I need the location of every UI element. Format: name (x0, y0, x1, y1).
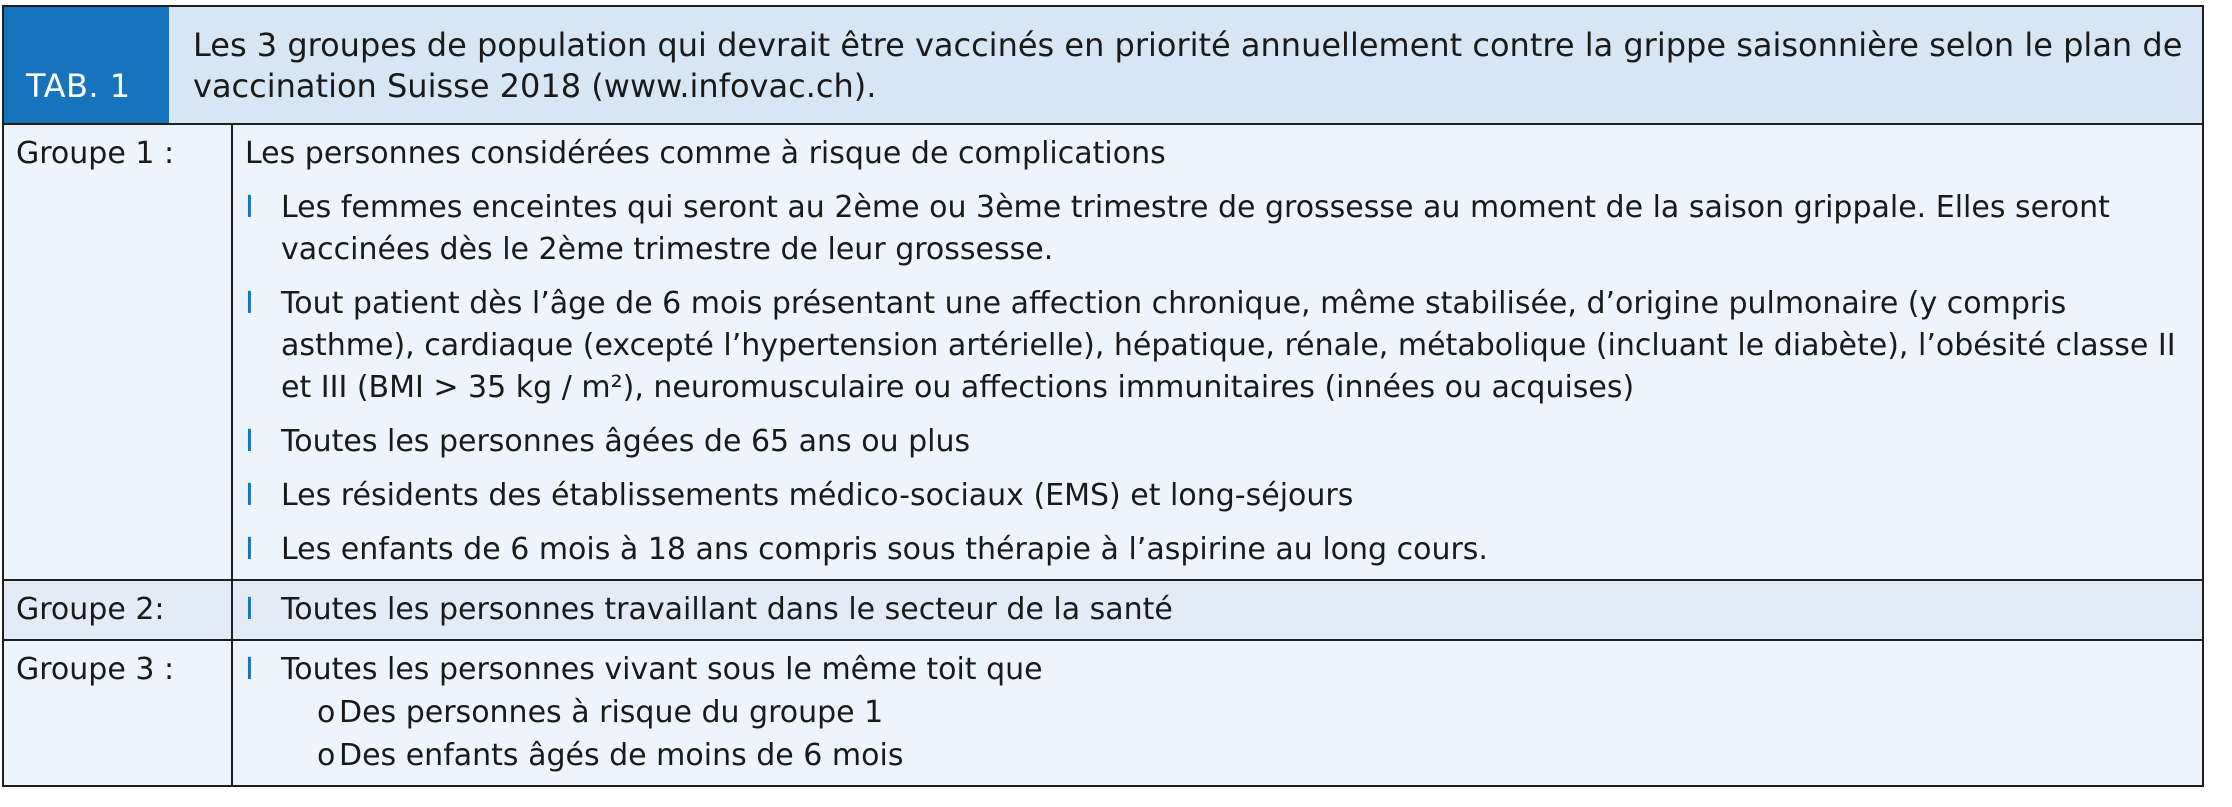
list-item (245, 589, 2182, 631)
bullet-bar-icon: I (245, 190, 254, 225)
list-item (245, 475, 2182, 517)
sub-list-item-text: Des enfants âgés de moins de 6 mois (339, 738, 904, 773)
list-item (245, 187, 2182, 271)
list-item-text: Les résidents des établissements médico-sociaux (EMS) et long-séjours (281, 478, 1354, 513)
table-caption: Les 3 groupes de population qui devrait être vaccinés en priorité annuellement contre la grippe saisonnière selon le plan de vaccination Suisse 2018 (www.infovac.ch). (169, 7, 2202, 123)
group-label: Groupe 3 : (4, 641, 233, 785)
list-item-text: Toutes les personnes âgées de 65 ans ou plus (281, 424, 971, 459)
bullet-bar-icon: I (245, 478, 254, 513)
circle-bullet-icon: o (317, 695, 336, 730)
table-row-group-2 (4, 581, 2202, 641)
bullet-bar-icon: I (245, 652, 254, 687)
list-item (245, 421, 2182, 463)
vaccination-table (2, 5, 2204, 787)
table-row-group-1 (4, 125, 2202, 581)
list-item (245, 529, 2182, 571)
list-item-text: Toutes les personnes vivant sous le même toit que (281, 652, 1043, 687)
list-item (245, 283, 2182, 409)
group-content (233, 125, 2202, 579)
bullet-bar-icon: I (245, 286, 254, 321)
sub-list (245, 691, 2182, 777)
table-number-label: TAB. 1 (26, 67, 131, 105)
list-item-text: Toutes les personnes travaillant dans le secteur de la santé (281, 592, 1173, 627)
bullet-bar-icon: I (245, 424, 254, 459)
sub-list-item (317, 734, 2182, 777)
list-item-text: Tout patient dès l’âge de 6 mois présentant une affection chronique, même stabilisée, d’origine pulmonaire (y compris asthme), cardiaque (excepté l’hypertension artérielle), hépatique, rénale, métabolique (incluant le diabète), l’obésité classe II et III (BMI > 35 kg / m²), neuromusculaire ou affections immunitaires (innées ou acquises) (281, 286, 2176, 405)
group-content (233, 641, 2202, 785)
group-label: Groupe 1 : (4, 125, 233, 579)
list-item-text: Les enfants de 6 mois à 18 ans compris sous thérapie à l’aspirine au long cours. (281, 532, 1488, 567)
table-header (4, 7, 2202, 125)
list-item-text: Les femmes enceintes qui seront au 2ème ou 3ème trimestre de grossesse au moment de la saison grippale. Elles seront vaccinées dès le 2ème trimestre de leur grossesse. (281, 190, 2110, 267)
sub-list-item-text: Des personnes à risque du groupe 1 (339, 695, 884, 730)
group-content (233, 581, 2202, 639)
list-item (245, 649, 2182, 691)
bullet-bar-icon: I (245, 532, 254, 567)
group-label: Groupe 2: (4, 581, 233, 639)
circle-bullet-icon: o (317, 738, 336, 773)
table-number-badge (4, 7, 169, 123)
table-row-group-3 (4, 641, 2202, 787)
sub-list-item (317, 691, 2182, 734)
bullet-bar-icon: I (245, 592, 254, 627)
group-intro: Les personnes considérées comme à risque de complications (245, 136, 1166, 171)
